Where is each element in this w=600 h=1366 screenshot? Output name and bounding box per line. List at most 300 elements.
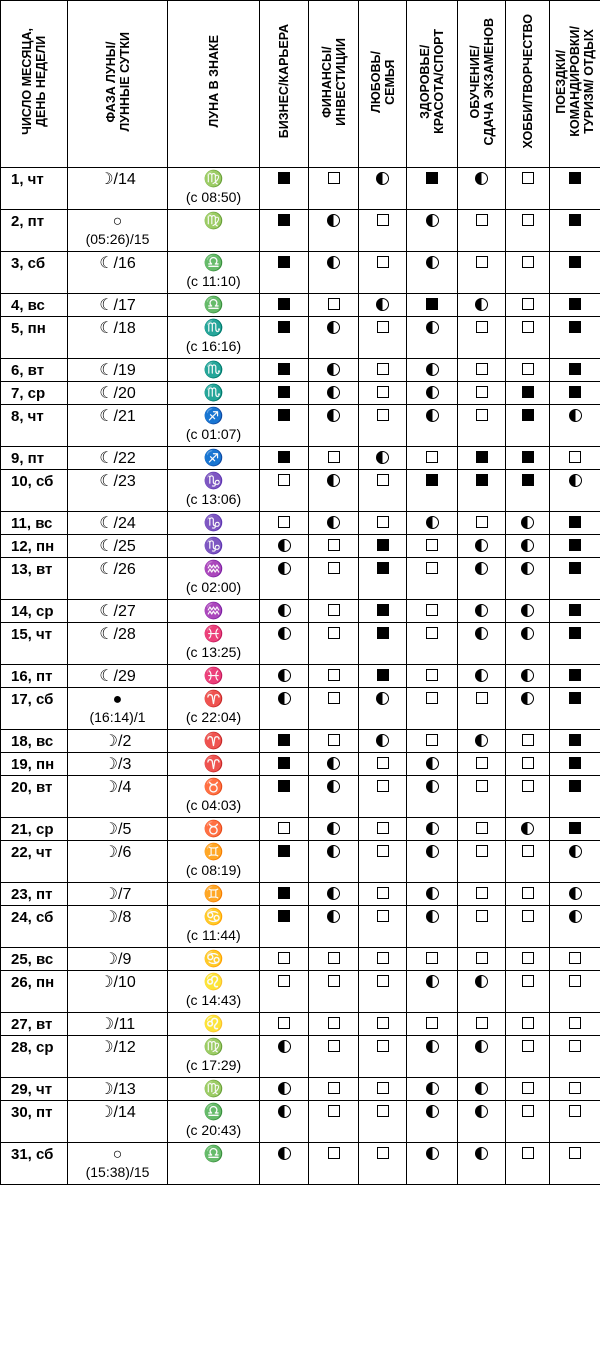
filled-square-icon [476, 451, 488, 463]
love-cell [359, 317, 407, 359]
zodiac-sign-icon: ♐ [203, 408, 224, 425]
moon-phase: ☾/16 [99, 255, 136, 272]
moon-phase: ☽/2 [103, 733, 132, 750]
moon-sign-cell [168, 948, 260, 971]
filled-square-icon [426, 474, 438, 486]
day-cell: 13, вт [1, 558, 68, 600]
yin-yang-icon [426, 321, 439, 334]
day-cell: 22, чт [1, 841, 68, 883]
table-row [1, 841, 600, 883]
empty-square-icon [476, 1017, 488, 1029]
empty-square-icon [476, 757, 488, 769]
moon-phase: ☾/19 [99, 362, 136, 379]
table-row [1, 168, 600, 210]
filled-square-icon [426, 298, 438, 310]
table-row [1, 906, 600, 948]
empty-square-icon [476, 516, 488, 528]
finance-cell [309, 688, 359, 730]
empty-square-icon [328, 451, 340, 463]
table-row [1, 405, 600, 447]
hobby-cell [506, 623, 550, 665]
empty-square-icon [522, 975, 534, 987]
empty-square-icon [426, 539, 438, 551]
moon-phase: ☽/8 [103, 909, 132, 926]
study-cell [458, 470, 506, 512]
finance-cell [309, 971, 359, 1013]
love-cell [359, 776, 407, 818]
empty-square-icon [278, 822, 290, 834]
empty-square-icon [569, 1082, 581, 1094]
yin-yang-icon [475, 975, 488, 988]
moon-sign-cell [168, 1036, 260, 1078]
health-cell [407, 841, 458, 883]
business-cell [260, 841, 309, 883]
moon-sign-cell [168, 1078, 260, 1101]
love-cell [359, 294, 407, 317]
header-business-label: БИЗНЕС/КАРЬЕРА [277, 24, 291, 139]
yin-yang-icon [278, 669, 291, 682]
empty-square-icon [377, 321, 389, 333]
moon-sign-cell [168, 665, 260, 688]
table-row [1, 776, 600, 818]
empty-square-icon [377, 1017, 389, 1029]
day-cell: 30, пт [1, 1101, 68, 1143]
moon-phase: ☽/14 [99, 1104, 136, 1121]
yin-yang-icon [278, 562, 291, 575]
moon-phase-cell [68, 776, 168, 818]
empty-square-icon [522, 1017, 534, 1029]
empty-square-icon [426, 692, 438, 704]
zodiac-sign-icon: ♎ [203, 1104, 224, 1121]
table-row [1, 359, 600, 382]
travel-cell [550, 535, 600, 558]
hobby-cell [506, 210, 550, 252]
hobby-cell [506, 1143, 550, 1185]
empty-square-icon [328, 1105, 340, 1117]
hobby-cell [506, 168, 550, 210]
filled-square-icon [522, 451, 534, 463]
filled-square-icon [569, 256, 581, 268]
business-cell [260, 558, 309, 600]
moon-phase: ☾/22 [99, 450, 136, 467]
health-cell [407, 405, 458, 447]
finance-cell [309, 252, 359, 294]
table-row [1, 1101, 600, 1143]
study-cell [458, 447, 506, 470]
filled-square-icon [569, 692, 581, 704]
health-cell [407, 512, 458, 535]
day-cell: 24, сб [1, 906, 68, 948]
zodiac-sign-icon: ♈ [203, 691, 224, 708]
yin-yang-icon [327, 321, 340, 334]
love-cell [359, 359, 407, 382]
hobby-cell [506, 883, 550, 906]
business-cell [260, 753, 309, 776]
empty-square-icon [426, 451, 438, 463]
travel-cell [550, 971, 600, 1013]
love-cell [359, 470, 407, 512]
moon-phase: ☾/25 [99, 538, 136, 555]
love-cell [359, 730, 407, 753]
empty-square-icon [278, 975, 290, 987]
moon-phase-cell [68, 623, 168, 665]
travel-cell [550, 948, 600, 971]
moon-sign-cell [168, 753, 260, 776]
moon-phase: ● [112, 691, 123, 708]
empty-square-icon [476, 363, 488, 375]
yin-yang-icon [426, 845, 439, 858]
filled-square-icon [278, 757, 290, 769]
business-cell [260, 1036, 309, 1078]
filled-square-icon [278, 734, 290, 746]
business-cell [260, 883, 309, 906]
travel-cell [550, 776, 600, 818]
empty-square-icon [328, 172, 340, 184]
empty-square-icon [522, 214, 534, 226]
hobby-cell [506, 841, 550, 883]
moon-sign-cell [168, 317, 260, 359]
moon-phase-cell [68, 382, 168, 405]
yin-yang-icon [521, 562, 534, 575]
empty-square-icon [522, 1105, 534, 1117]
sign-entry-time: (с 22:04) [185, 709, 242, 725]
finance-cell [309, 600, 359, 623]
yin-yang-icon [475, 627, 488, 640]
moon-phase: ☾/28 [99, 626, 136, 643]
day-cell: 16, пт [1, 665, 68, 688]
empty-square-icon [328, 1147, 340, 1159]
study-cell [458, 600, 506, 623]
yin-yang-icon [475, 1147, 488, 1160]
empty-square-icon [328, 1040, 340, 1052]
filled-square-icon [569, 363, 581, 375]
moon-phase-cell [68, 1078, 168, 1101]
travel-cell [550, 665, 600, 688]
business-cell [260, 623, 309, 665]
love-cell [359, 1078, 407, 1101]
yin-yang-icon [426, 1040, 439, 1053]
moon-phase-cell [68, 535, 168, 558]
moon-sign-cell [168, 818, 260, 841]
moon-phase-cell [68, 1143, 168, 1185]
yin-yang-icon [521, 604, 534, 617]
header-hobby-label: ХОББИ/ТВОРЧЕСТВО [520, 14, 535, 149]
empty-square-icon [377, 887, 389, 899]
business-cell [260, 948, 309, 971]
filled-square-icon [569, 298, 581, 310]
table-row [1, 730, 600, 753]
day-cell: 17, сб [1, 688, 68, 730]
yin-yang-icon [426, 256, 439, 269]
empty-square-icon [328, 604, 340, 616]
filled-square-icon [278, 386, 290, 398]
empty-square-icon [377, 516, 389, 528]
study-cell [458, 753, 506, 776]
business-cell [260, 512, 309, 535]
empty-square-icon [328, 1082, 340, 1094]
empty-square-icon [328, 692, 340, 704]
business-cell [260, 535, 309, 558]
love-cell [359, 168, 407, 210]
empty-square-icon [377, 845, 389, 857]
hobby-cell [506, 558, 550, 600]
business-cell [260, 818, 309, 841]
empty-square-icon [377, 910, 389, 922]
finance-cell [309, 512, 359, 535]
empty-square-icon [476, 845, 488, 857]
filled-square-icon [278, 409, 290, 421]
yin-yang-icon [327, 214, 340, 227]
empty-square-icon [278, 952, 290, 964]
moon-phase-cell [68, 753, 168, 776]
business-cell [260, 776, 309, 818]
empty-square-icon [377, 780, 389, 792]
moon-phase-cell [68, 688, 168, 730]
empty-square-icon [328, 1017, 340, 1029]
hobby-cell [506, 818, 550, 841]
filled-square-icon [278, 451, 290, 463]
table-row [1, 210, 600, 252]
empty-square-icon [476, 780, 488, 792]
day-cell: 29, чт [1, 1078, 68, 1101]
filled-square-icon [569, 172, 581, 184]
moon-phase: ☽/12 [99, 1039, 136, 1056]
filled-square-icon [476, 474, 488, 486]
filled-square-icon [377, 669, 389, 681]
hobby-cell [506, 317, 550, 359]
day-cell: 6, вт [1, 359, 68, 382]
zodiac-sign-icon: ♒ [203, 603, 224, 620]
love-cell [359, 1143, 407, 1185]
empty-square-icon [377, 256, 389, 268]
moon-sign-cell [168, 512, 260, 535]
moon-sign-cell [168, 841, 260, 883]
love-cell [359, 447, 407, 470]
moon-sign-cell [168, 470, 260, 512]
study-cell [458, 210, 506, 252]
moon-phase-cell [68, 883, 168, 906]
business-cell [260, 470, 309, 512]
day-cell: 19, пн [1, 753, 68, 776]
sign-entry-time: (с 16:16) [185, 338, 242, 354]
filled-square-icon [569, 669, 581, 681]
day-cell: 21, ср [1, 818, 68, 841]
business-cell [260, 210, 309, 252]
health-cell [407, 317, 458, 359]
hobby-cell [506, 1078, 550, 1101]
moon-phase: ☾/17 [99, 297, 136, 314]
health-cell [407, 1078, 458, 1101]
zodiac-sign-icon: ♊ [203, 844, 224, 861]
zodiac-sign-icon: ♏ [203, 362, 224, 379]
empty-square-icon [377, 409, 389, 421]
yin-yang-icon [426, 386, 439, 399]
filled-square-icon [569, 604, 581, 616]
empty-square-icon [328, 562, 340, 574]
yin-yang-icon [426, 1082, 439, 1095]
empty-square-icon [522, 952, 534, 964]
moon-sign-cell [168, 1013, 260, 1036]
empty-square-icon [476, 386, 488, 398]
hobby-cell [506, 730, 550, 753]
business-cell [260, 1013, 309, 1036]
moon-phase-cell [68, 1036, 168, 1078]
travel-cell [550, 447, 600, 470]
empty-square-icon [328, 669, 340, 681]
filled-square-icon [569, 627, 581, 639]
filled-square-icon [278, 845, 290, 857]
sign-entry-time: (с 20:43) [185, 1122, 242, 1138]
table-row [1, 883, 600, 906]
study-cell [458, 688, 506, 730]
empty-square-icon [377, 214, 389, 226]
love-cell [359, 841, 407, 883]
day-cell: 11, вс [1, 512, 68, 535]
yin-yang-icon [327, 386, 340, 399]
love-cell [359, 665, 407, 688]
empty-square-icon [377, 822, 389, 834]
finance-cell [309, 623, 359, 665]
moon-phase: ☽/9 [103, 951, 132, 968]
filled-square-icon [377, 539, 389, 551]
empty-square-icon [522, 321, 534, 333]
empty-square-icon [426, 1017, 438, 1029]
empty-square-icon [377, 386, 389, 398]
table-row [1, 600, 600, 623]
yin-yang-icon [376, 734, 389, 747]
love-cell [359, 405, 407, 447]
day-cell: 12, пн [1, 535, 68, 558]
study-cell [458, 558, 506, 600]
moon-phase-time: (15:38)/15 [85, 1164, 150, 1180]
hobby-cell [506, 535, 550, 558]
health-cell [407, 294, 458, 317]
study-cell [458, 730, 506, 753]
day-cell: 10, сб [1, 470, 68, 512]
table-row [1, 971, 600, 1013]
travel-cell [550, 294, 600, 317]
table-row [1, 665, 600, 688]
day-cell: 9, пт [1, 447, 68, 470]
hobby-cell [506, 1013, 550, 1036]
health-cell [407, 776, 458, 818]
day-cell: 27, вт [1, 1013, 68, 1036]
zodiac-sign-icon: ♉ [203, 779, 224, 796]
table-row [1, 623, 600, 665]
zodiac-sign-icon: ♍ [203, 1039, 224, 1056]
travel-cell [550, 1078, 600, 1101]
health-cell [407, 600, 458, 623]
sign-entry-time: (с 04:03) [185, 797, 242, 813]
empty-square-icon [476, 910, 488, 922]
finance-cell [309, 535, 359, 558]
hobby-cell [506, 447, 550, 470]
study-cell [458, 1013, 506, 1036]
moon-phase: ☽/11 [99, 1016, 136, 1033]
yin-yang-icon [426, 516, 439, 529]
empty-square-icon [476, 822, 488, 834]
zodiac-sign-icon: ♑ [203, 515, 224, 532]
empty-square-icon [328, 952, 340, 964]
table-row [1, 512, 600, 535]
zodiac-sign-icon: ♍ [203, 171, 224, 188]
yin-yang-icon [569, 474, 582, 487]
health-cell [407, 168, 458, 210]
finance-cell [309, 317, 359, 359]
moon-sign-cell [168, 688, 260, 730]
moon-phase-cell [68, 818, 168, 841]
header-love-label: ЛЮБОВЬ/ СЕМЬЯ [368, 50, 397, 113]
health-cell [407, 818, 458, 841]
hobby-cell [506, 776, 550, 818]
yin-yang-icon [278, 1082, 291, 1095]
love-cell [359, 906, 407, 948]
yin-yang-icon [327, 409, 340, 422]
zodiac-sign-icon: ♐ [203, 450, 224, 467]
health-cell [407, 1036, 458, 1078]
table-row [1, 252, 600, 294]
day-cell: 5, пн [1, 317, 68, 359]
finance-cell [309, 405, 359, 447]
empty-square-icon [426, 627, 438, 639]
moon-sign-cell [168, 1143, 260, 1185]
empty-square-icon [522, 845, 534, 857]
travel-cell [550, 252, 600, 294]
yin-yang-icon [278, 1040, 291, 1053]
travel-cell [550, 558, 600, 600]
health-cell [407, 906, 458, 948]
yin-yang-icon [426, 822, 439, 835]
business-cell [260, 405, 309, 447]
zodiac-sign-icon: ♉ [203, 821, 224, 838]
travel-cell [550, 359, 600, 382]
day-cell: 2, пт [1, 210, 68, 252]
travel-cell [550, 1013, 600, 1036]
business-cell [260, 600, 309, 623]
yin-yang-icon [278, 1147, 291, 1160]
yin-yang-icon [327, 256, 340, 269]
study-cell [458, 1143, 506, 1185]
sign-entry-time: (с 01:07) [185, 426, 242, 442]
moon-phase-time: (05:26)/15 [85, 231, 150, 247]
travel-cell [550, 688, 600, 730]
moon-phase: ☾/23 [99, 473, 136, 490]
travel-cell [550, 1143, 600, 1185]
health-cell [407, 470, 458, 512]
table-row [1, 447, 600, 470]
filled-square-icon [278, 887, 290, 899]
empty-square-icon [426, 562, 438, 574]
love-cell [359, 753, 407, 776]
empty-square-icon [569, 975, 581, 987]
travel-cell [550, 382, 600, 405]
header-moon-phase [68, 1, 168, 168]
yin-yang-icon [327, 757, 340, 770]
travel-cell [550, 841, 600, 883]
health-cell [407, 252, 458, 294]
day-cell: 15, чт [1, 623, 68, 665]
empty-square-icon [476, 952, 488, 964]
empty-square-icon [476, 887, 488, 899]
filled-square-icon [278, 172, 290, 184]
moon-phase-cell [68, 841, 168, 883]
moon-phase: ☾/27 [99, 603, 136, 620]
empty-square-icon [377, 1105, 389, 1117]
finance-cell [309, 1036, 359, 1078]
business-cell [260, 168, 309, 210]
health-cell [407, 971, 458, 1013]
zodiac-sign-icon: ♍ [203, 213, 224, 230]
